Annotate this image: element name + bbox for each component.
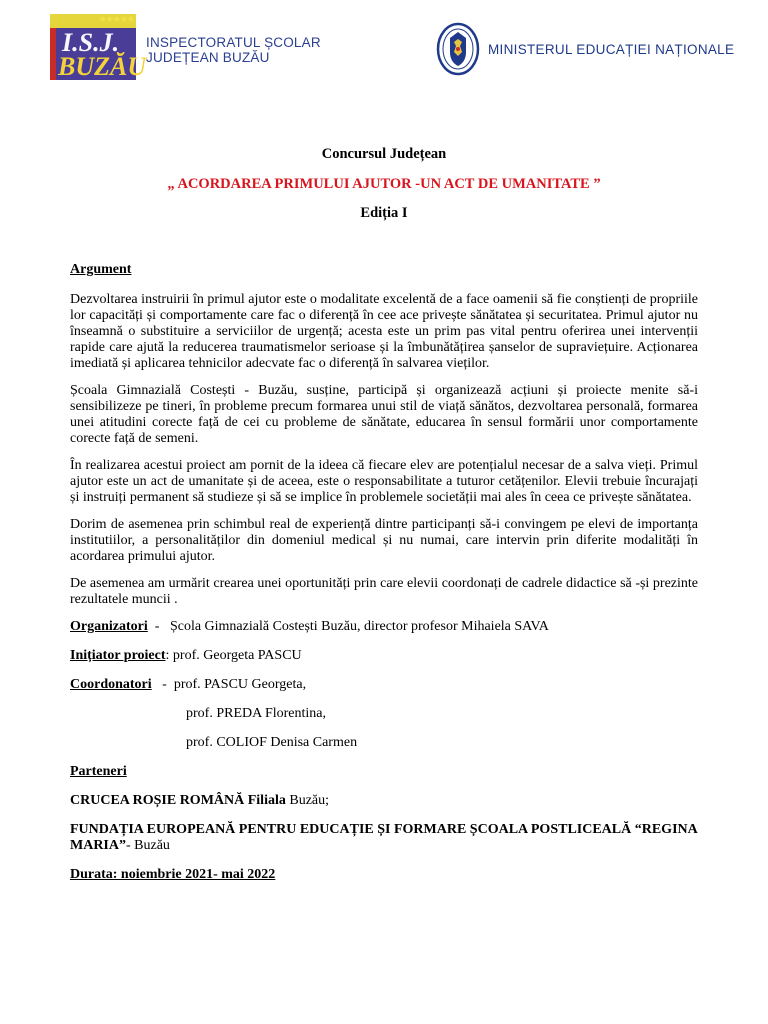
- argument-paragraph-2: Școala Gimnazială Costești - Buzău, susține, participă și organizează acțiuni și proiecte menite să-i sensibilizeze pe tineri, în probleme precum formarea unui stil de viață sănătos, dezvoltarea personală, formarea unei atitudini corecte față de cei cu probleme de sănătate, educarea în sensul formării unor comportamente corecte față de semeni.: [70, 383, 698, 446]
- coordinator-3: prof. COLIOF Denisa Carmen: [186, 735, 358, 750]
- argument-paragraph-3: În realizarea acestui proiect am pornit de la ideea că fiecare elev are potențialul necesar de a salva vieți. Primul ajutor este un act de umanitate și de aceea, este o responsabilitate a tuturor cetățenilor. Elevii trebuie încurajați și instruiți permanent să studieze și să se implice în problemele societății mai ales în ceea ce privește sănătatea.: [70, 458, 698, 505]
- document-body: [70, 262, 698, 883]
- partner-2-name: FUNDAȚIA EUROPEANĂ PENTRU EDUCAȚIE ȘI FORMARE ȘCOALA POSTLICEALĂ “REGINA MARIA”: [70, 822, 697, 853]
- argument-paragraph-1: Dezvoltarea instruirii în primul ajutor este o modalitate excelentă de a face oamenii să fie conștienți de propriile lor capacități și comportamente care fac o diferență în cee ace privește sănătatea și securitatea. Primul ajutor nu înseamnă o substituire a serviciilor de urgență; acesta este un prim pas vital pentru oferirea unei intervenții rapide care ajută la reducerea traumatismelor serioase și la îmbunătățirea șanselor de supraviețuire. Acționarea imediată și aplicarea tehnicilor adecvate fac o diferență în salvarea vieților.: [70, 292, 698, 371]
- organizers-line: [70, 619, 698, 635]
- argument-paragraph-5: De asemenea am urmărit crearea unei oportunități prin care elevii coordonați de cadrele didactice să -și prezinte rezultatele muncii .: [70, 576, 698, 607]
- organizers-separator: -: [147, 619, 170, 634]
- partner-1: [70, 793, 698, 809]
- page-header: [0, 0, 768, 100]
- isj-logo: [50, 14, 147, 81]
- isj-title-line2: JUDEȚEAN BUZĂU: [146, 50, 270, 65]
- organizers-value: Școla Gimnazială Costești Buzău, director profesor Mihaiela SAVA: [169, 619, 549, 634]
- edition-label: Ediția I: [360, 205, 408, 221]
- partner-1-name: CRUCEA ROȘIE ROMÂNĂ Filiala: [70, 793, 286, 808]
- partner-1-city: Buzău;: [285, 793, 330, 808]
- project-title: „ ACORDAREA PRIMULUI AJUTOR -UN ACT DE UMANITATE ”: [167, 176, 601, 192]
- isj-title: [146, 35, 321, 65]
- organizers-label: Organizatori: [70, 619, 148, 634]
- partner-2: [70, 822, 698, 854]
- initiator-value: : prof. Georgeta PASCU: [165, 648, 302, 663]
- coordinator-2: prof. PREDA Florentina,: [186, 706, 326, 721]
- partners-heading: Parteneri: [70, 764, 127, 779]
- isj-title-line1: INSPECTORATUL ȘCOLAR: [146, 35, 321, 50]
- contest-title: Concursul Județean: [321, 146, 447, 162]
- coordinators-line: [70, 677, 698, 693]
- romanian-government-emblem-icon: [436, 22, 480, 76]
- argument-heading: Argument: [70, 262, 132, 277]
- coordinators-label: Coordonatori: [70, 677, 152, 692]
- ministry-title: MINISTERUL EDUCAȚIEI NAȚIONALE: [488, 42, 735, 57]
- initiator-line: [70, 648, 698, 664]
- partner-2-city: - Buzău: [126, 838, 170, 853]
- coordinators-separator: -: [151, 677, 174, 692]
- duration-line: Durata: noiembrie 2021- mai 2022: [70, 867, 276, 882]
- argument-paragraph-4: Dorim de asemenea prin schimbul real de experiență dintre participanți să-i convingem pe elevi de importanța institutiilor, a personalităților din domeniul medical și nu numai, care intervin prin diferite modalități în acordarea primului ajutor.: [70, 517, 698, 564]
- isj-logo-text-bottom: BUZĂU: [58, 52, 147, 81]
- logo-red-band: [50, 28, 56, 80]
- coordinator-1: prof. PASCU Georgeta,: [173, 677, 307, 692]
- isj-logo-text-top: I.S.J.: [62, 28, 120, 57]
- initiator-label: Inițiator proiect: [70, 648, 166, 663]
- eu-stars-icon: ★★★★★: [98, 15, 134, 25]
